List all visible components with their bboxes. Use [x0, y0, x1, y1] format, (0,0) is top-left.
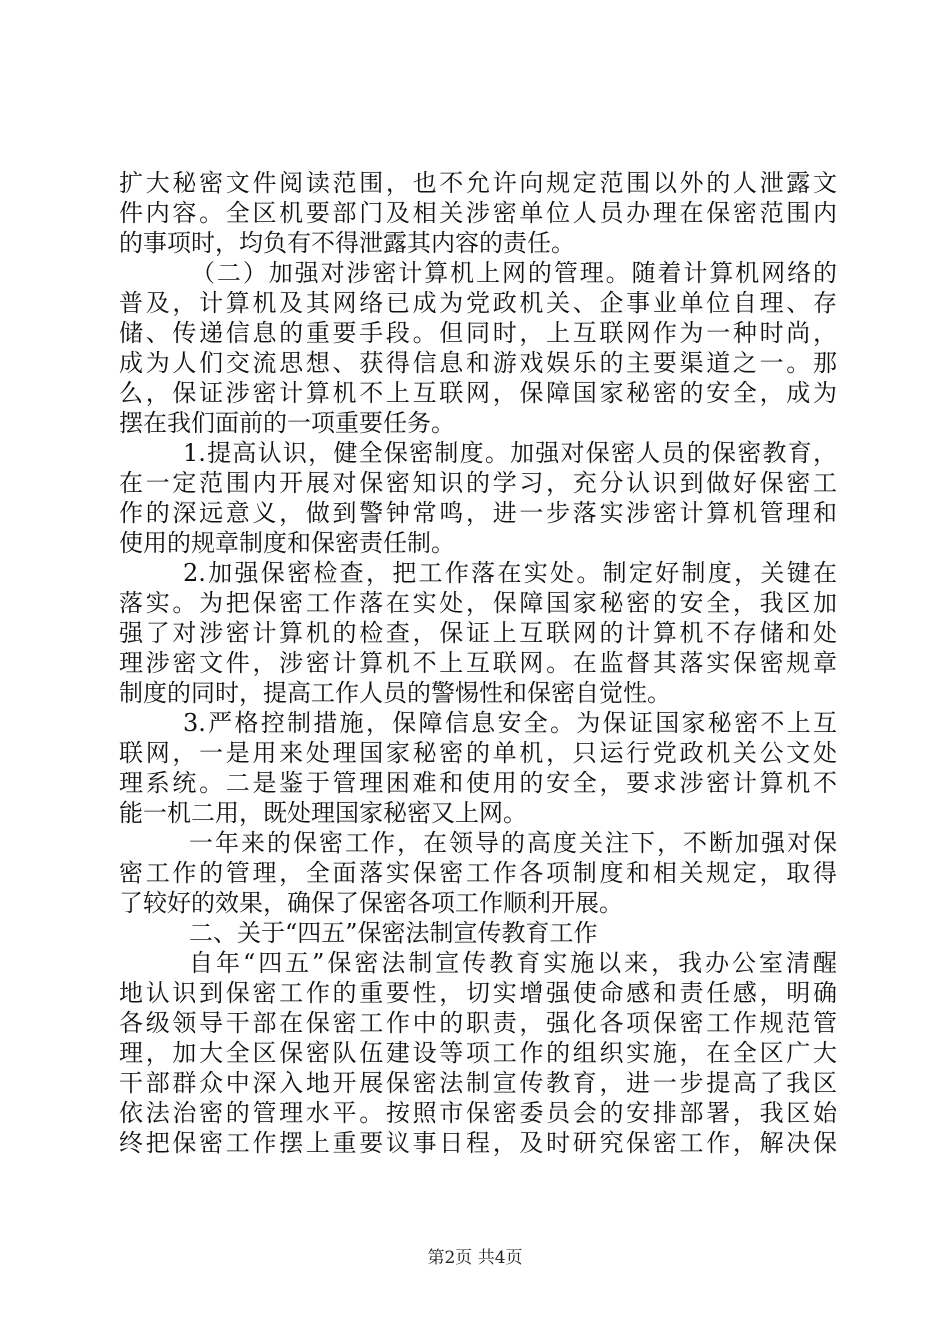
page-footer	[0, 1247, 950, 1269]
text-line: 1.提高认识，健全保密制度。加强对保密人员的保密教育，	[183, 439, 837, 467]
document-body	[119, 168, 837, 1158]
text-line: 作的深远意义，做到警钟常鸣，进一步落实涉密计算机管理和	[119, 499, 837, 527]
text-line: 地认识到保密工作的重要性，切实增强使命感和责任感，明确	[119, 979, 837, 1007]
text-line: 理系统。二是鉴于管理困难和使用的安全，要求涉密计算机不	[119, 769, 837, 797]
text-line: 制度的同时，提高工作人员的警惕性和保密自觉性。	[119, 679, 671, 707]
page-number-label: 第2页 共4页	[427, 1248, 523, 1268]
text-line: 3.严格控制措施，保障信息安全。为保证国家秘密不上互	[183, 709, 837, 737]
text-line: 终把保密工作摆上重要议事日程，及时研究保密工作，解决保	[119, 1129, 837, 1157]
text-line: 在一定范围内开展对保密知识的学习，充分认识到做好保密工	[119, 469, 837, 497]
text-line: 2.加强保密检查，把工作落在实处。制定好制度，关键在	[183, 559, 837, 587]
text-line: 依法治密的管理水平。按照市保密委员会的安排部署，我区始	[119, 1099, 837, 1127]
text-line: 理，加大全区保密队伍建设等项工作的组织实施，在全区广大	[119, 1039, 837, 1067]
text-line: 成为人们交流思想、获得信息和游戏娱乐的主要渠道之一。那	[119, 349, 837, 377]
text-line: 密工作的管理，全面落实保密工作各项制度和相关规定，取得	[119, 859, 837, 887]
text-line: 摆在我们面前的一项重要任务。	[119, 409, 455, 437]
text-line: 使用的规章制度和保密责任制。	[119, 529, 455, 557]
text-line: 联网，一是用来处理国家秘密的单机，只运行党政机关公文处	[119, 739, 837, 767]
text-line: 么，保证涉密计算机不上互联网，保障国家秘密的安全，成为	[119, 379, 837, 407]
text-line: 件内容。全区机要部门及相关涉密单位人员办理在保密范围内	[119, 199, 837, 227]
text-line: 的事项时，均负有不得泄露其内容的责任。	[119, 229, 575, 257]
text-line: 普及，计算机及其网络已成为党政机关、企事业单位自理、存	[119, 289, 837, 317]
text-line: 干部群众中深入地开展保密法制宣传教育，进一步提高了我区	[119, 1069, 837, 1097]
text-line: 一年来的保密工作，在领导的高度关注下，不断加强对保	[189, 829, 837, 857]
text-line: 储、传递信息的重要手段。但同时，上互联网作为一种时尚，	[119, 319, 837, 347]
text-line: 扩大秘密文件阅读范围，也不允许向规定范围以外的人泄露文	[119, 169, 837, 197]
text-line: 能一机二用，既处理国家秘密又上网。	[119, 799, 527, 827]
section-heading: 二、关于“四五”保密法制宣传教育工作	[189, 919, 598, 947]
text-line: （二）加强对涉密计算机上网的管理。随着计算机网络的	[191, 259, 837, 287]
text-line: 自年“四五”保密法制宣传教育实施以来，我办公室清醒	[189, 949, 837, 977]
text-line: 落实。为把保密工作落在实处，保障国家秘密的安全，我区加	[119, 589, 837, 617]
text-line: 各级领导干部在保密工作中的职责，强化各项保密工作规范管	[119, 1009, 837, 1037]
text-line: 理涉密文件，涉密计算机不上互联网。在监督其落实保密规章	[119, 649, 837, 677]
text-line: 强了对涉密计算机的检查，保证上互联网的计算机不存储和处	[119, 619, 837, 647]
text-line: 了较好的效果，确保了保密各项工作顺利开展。	[119, 889, 623, 917]
